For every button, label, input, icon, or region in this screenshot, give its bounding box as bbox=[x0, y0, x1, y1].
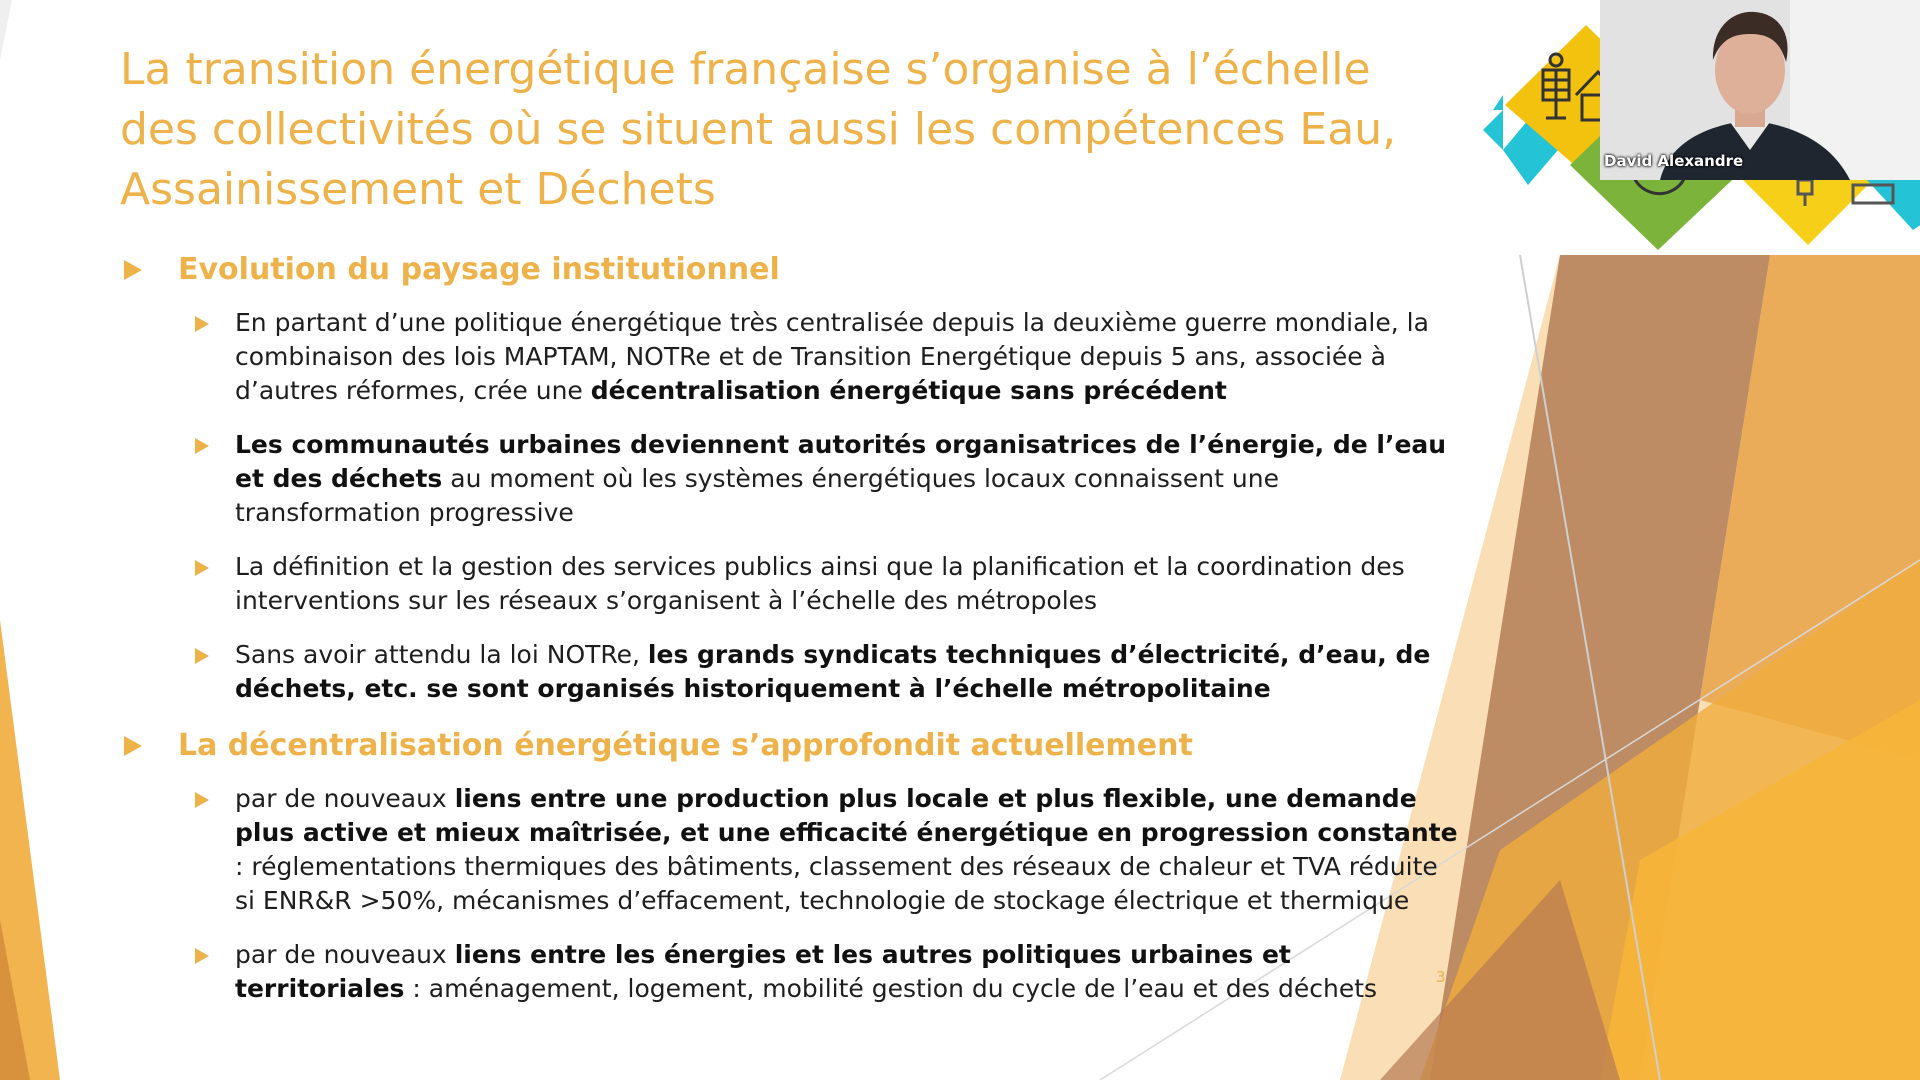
webcam-tile[interactable] bbox=[1600, 0, 1920, 180]
section-institutional bbox=[120, 250, 1460, 706]
section-heading bbox=[120, 726, 1460, 766]
slide-content bbox=[120, 250, 1460, 1026]
section-heading bbox=[120, 250, 1460, 290]
bullet-bold-text: décentralisation énergétique sans précédent bbox=[590, 376, 1227, 405]
triangle-bullet-icon bbox=[195, 316, 209, 332]
title-line: des collectivités où se situent aussi les compétences Eau, bbox=[120, 104, 1397, 155]
bullet-text: : réglementations thermiques des bâtiments, classement des réseaux de chaleur et TVA réduite si ENR&R >50%, mécanismes d’effacement, technologie de stockage électrique et thermique bbox=[235, 852, 1438, 915]
bullet-text: En partant d’une politique énergétique très centralisée depuis la deuxième guerre mondiale, la combinaison des lois MAPTAM, NOTRe et de Transition Energétique depuis 5 ans, associée à d’autres réformes, crée une bbox=[235, 308, 1429, 405]
bullet-text: au moment où les systèmes énergétiques locaux connaissent une transformation progressive bbox=[235, 464, 1279, 527]
title-line: Assainissement et Déchets bbox=[120, 164, 716, 215]
bullet-text: : aménagement, logement, mobilité gestion du cycle de l’eau et des déchets bbox=[404, 974, 1378, 1003]
bullet-list bbox=[120, 782, 1460, 1006]
bullet-text: par de nouveaux bbox=[235, 784, 455, 813]
bullet-bold-text: liens entre les énergies et les autres politiques urbaines et territoriales bbox=[235, 940, 1291, 1003]
list-item bbox=[195, 938, 1460, 1006]
triangle-bullet-icon bbox=[195, 648, 209, 664]
participant-name: David Alexandre bbox=[1604, 152, 1744, 170]
bullet-text: par de nouveaux bbox=[235, 940, 455, 969]
list-item bbox=[195, 782, 1460, 918]
bullet-bold-text: liens entre une production plus locale et plus flexible, une demande plus active et mieux maîtrisée, et une efficacité énergétique en progression constante bbox=[235, 784, 1458, 847]
title-line: La transition énergétique française s’organise à l’échelle bbox=[120, 44, 1371, 95]
triangle-bullet-icon bbox=[124, 736, 142, 756]
page-number: 3 bbox=[1436, 968, 1446, 986]
triangle-bullet-icon bbox=[195, 560, 209, 576]
list-item bbox=[195, 428, 1460, 530]
bullet-text: Sans avoir attendu la loi NOTRe, bbox=[235, 640, 648, 669]
bullet-text: La définition et la gestion des services publics ainsi que la planification et la coordination des interventions sur les réseaux s’organisent à l’échelle des métropoles bbox=[235, 552, 1405, 615]
section-decentralisation bbox=[120, 726, 1460, 1006]
bullet-list bbox=[120, 306, 1460, 706]
triangle-bullet-icon bbox=[124, 260, 142, 280]
list-item bbox=[195, 638, 1460, 706]
section-heading-text: La décentralisation énergétique s’approfondit actuellement bbox=[178, 728, 1193, 763]
bullet-bold-text: les grands syndicats techniques d’électricité, d’eau, de déchets, etc. se sont organisés historiquement à l’échelle métropolitaine bbox=[235, 640, 1431, 703]
bullet-bold-text: Les communautés urbaines deviennent autorités organisatrices de l’énergie, de l’eau et des déchets bbox=[235, 430, 1447, 493]
section-heading-text: Evolution du paysage institutionnel bbox=[178, 252, 780, 287]
triangle-bullet-icon bbox=[195, 948, 209, 964]
triangle-bullet-icon bbox=[195, 792, 209, 808]
triangle-bullet-icon bbox=[195, 438, 209, 454]
slide-title bbox=[120, 40, 1420, 220]
list-item bbox=[195, 550, 1460, 618]
list-item bbox=[195, 306, 1460, 408]
